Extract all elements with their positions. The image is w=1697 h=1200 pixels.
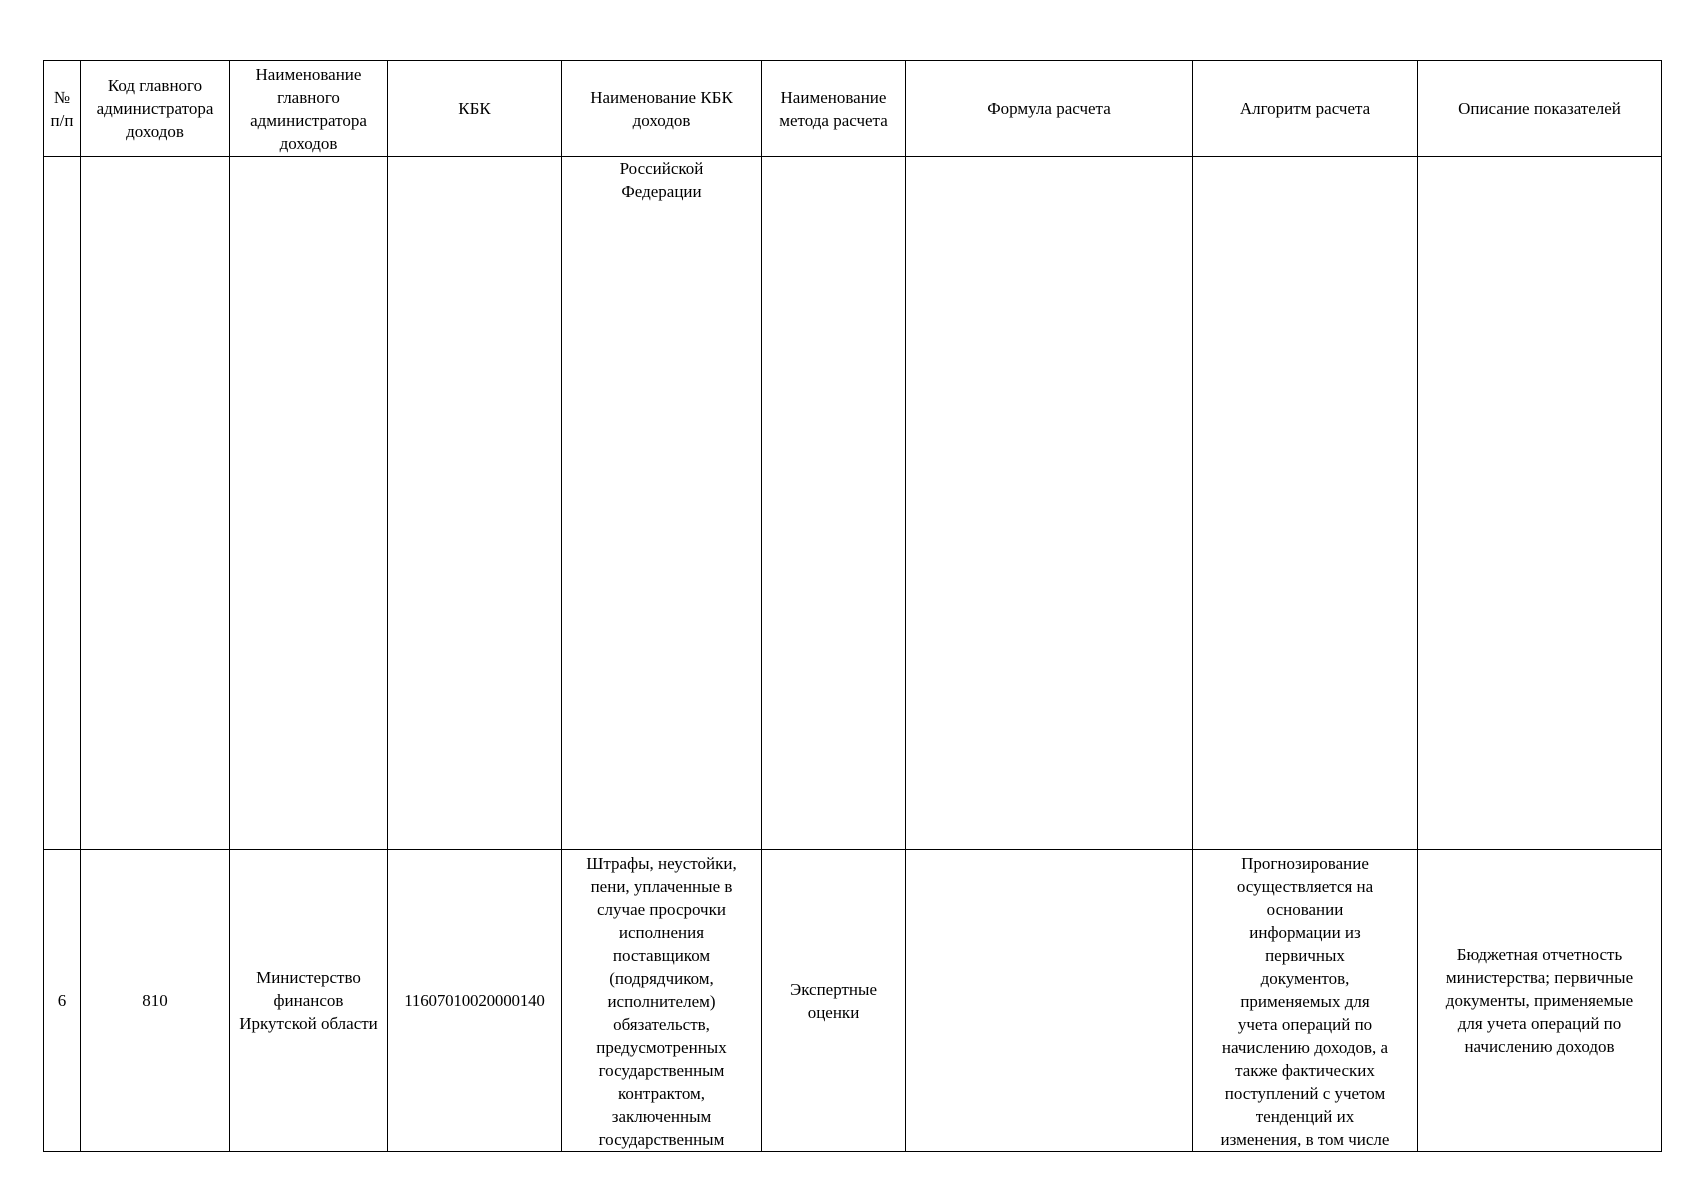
header-formula: Формула расчета — [906, 61, 1193, 157]
algorithm-line: осуществляется на — [1236, 877, 1374, 896]
cell-method: Экспертные оценки — [762, 850, 906, 1152]
kbk-name-line: обязательств, — [613, 1015, 710, 1034]
cell-formula — [906, 157, 1193, 850]
header-method: Наименование метода расчета — [762, 61, 906, 157]
kbk-name-line: предусмотренных — [596, 1038, 727, 1057]
cell-admin-code — [81, 157, 230, 850]
cell-formula — [906, 850, 1193, 1152]
algorithm-line: документов, — [1260, 969, 1350, 988]
kbk-name-line: исполнения — [618, 923, 705, 942]
kbk-name-line: государственным — [598, 1130, 725, 1149]
cell-description — [1418, 850, 1662, 1152]
cell-kbk: 11607010020000140 — [388, 850, 562, 1152]
kbk-name-line: контрактом, — [617, 1084, 706, 1103]
header-kbk: КБК — [388, 61, 562, 157]
description-line: для учета операций по — [1457, 1014, 1622, 1033]
algorithm-line: тенденций их — [1255, 1107, 1355, 1126]
kbk-name-line: Российской — [619, 159, 704, 178]
kbk-name-line: случае просрочки — [597, 900, 726, 919]
kbk-name-line: Штрафы, неустойки, — [586, 854, 737, 873]
kbk-name-line: государственным — [598, 1061, 725, 1080]
description-line: документы, применяемые — [1445, 991, 1634, 1010]
cell-kbk-name — [562, 157, 762, 850]
table-row-continuation — [44, 157, 1662, 850]
kbk-name-line: поставщиком — [612, 946, 711, 965]
description-line: Бюджетная отчетность — [1456, 945, 1623, 964]
header-description: Описание показателей — [1418, 61, 1662, 157]
cell-algorithm — [1193, 157, 1418, 850]
header-admin-name: Наименование главного администратора доходов — [230, 61, 388, 157]
cell-kbk-name — [562, 850, 762, 1152]
description-line: начислению доходов — [1464, 1037, 1615, 1056]
algorithm-line: основании — [1266, 900, 1344, 919]
cell-admin-code: 810 — [81, 850, 230, 1152]
cell-kbk — [388, 157, 562, 850]
algorithm-line: применяемых для — [1240, 992, 1370, 1011]
kbk-name-line: (подрядчиком, — [609, 969, 714, 988]
description-line: министерства; первичные — [1445, 968, 1634, 987]
cell-algorithm — [1193, 850, 1418, 1152]
header-num: № п/п — [44, 61, 81, 157]
header-kbk-name: Наименование КБК доходов — [562, 61, 762, 157]
kbk-name-line: пени, уплаченные в — [590, 877, 733, 896]
algorithm-line: информации из — [1249, 923, 1361, 942]
header-admin-code: Код главного администратора доходов — [81, 61, 230, 157]
kbk-name-line: Федерации — [621, 182, 702, 201]
cell-method — [762, 157, 906, 850]
kbk-name-line: заключенным — [611, 1107, 712, 1126]
algorithm-line: учета операций по — [1237, 1015, 1373, 1034]
cell-description — [1418, 157, 1662, 850]
cell-admin-name: Министерство финансов Иркутской области — [230, 850, 388, 1152]
cell-num — [44, 157, 81, 850]
kbk-name-line: исполнителем) — [607, 992, 716, 1011]
algorithm-line: первичных — [1265, 946, 1345, 965]
table-row-6 — [44, 850, 1662, 1152]
cell-num: 6 — [44, 850, 81, 1152]
cell-admin-name — [230, 157, 388, 850]
table-header-row — [44, 61, 1662, 157]
header-algorithm: Алгоритм расчета — [1193, 61, 1418, 157]
algorithm-line: поступлений с учетом — [1224, 1084, 1386, 1103]
algorithm-line: также фактических — [1235, 1061, 1375, 1080]
algorithm-line: Прогнозирование — [1241, 854, 1369, 873]
algorithm-line: начислению доходов, а — [1221, 1038, 1389, 1057]
algorithm-line: изменения, в том числе — [1220, 1130, 1390, 1149]
income-forecast-table — [43, 60, 1662, 1152]
